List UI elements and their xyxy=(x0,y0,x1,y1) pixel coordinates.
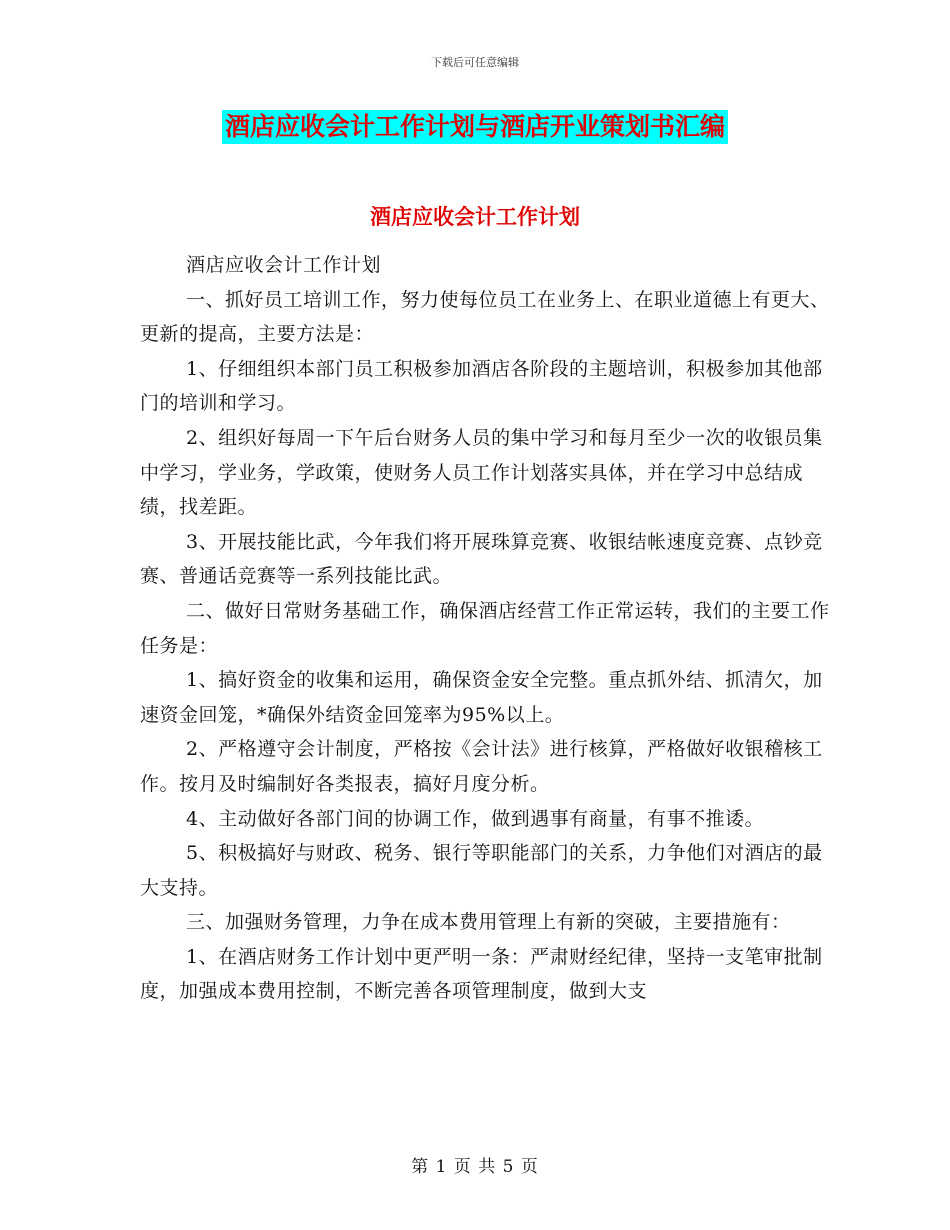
main-title-wrap xyxy=(0,110,950,144)
paragraph: 1、搞好资金的收集和运用，确保资金安全完整。重点抓外结、抓清欠，加速资金回笼，*确保外结资金回笼率为95%以上。 xyxy=(140,669,823,726)
document-title: 酒店应收会计工作计划与酒店开业策划书汇编 xyxy=(222,110,728,144)
page-footer: 第 1 页 共 5 页 xyxy=(411,1157,539,1177)
paragraph: 1、仔细组织本部门员工积极参加酒店各阶段的主题培训，积极参加其他部门的培训和学习。 xyxy=(140,357,823,415)
paragraph: 2、严格遵守会计制度，严格按《会计法》进行核算，严格做好收银稽核工作。按月及时编制好各类报表，搞好月度分析。 xyxy=(140,738,823,795)
paragraph: 一、抓好员工培训工作，努力使每位员工在业务上、在职业道德上有更大、更新的提高，主要方法是： xyxy=(140,288,830,346)
paragraph: 1、在酒店财务工作计划中更严明一条：严肃财经纪律，坚持一支笔审批制度，加强成本费用控制，不断完善各项管理制度，做到大支 xyxy=(140,945,823,1003)
paragraph: 2、组织好每周一下午后台财务人员的集中学习和每月至少一次的收银员集中学习，学业务，学政策，使财务人员工作计划落实具体，并在学习中总结成绩，找差距。 xyxy=(140,426,823,519)
paragraph: 5、积极搞好与财政、税务、银行等职能部门的关系，力争他们对酒店的最大支持。 xyxy=(140,842,823,899)
header-note: 下载后可任意编辑 xyxy=(431,56,519,69)
body-text xyxy=(140,248,830,1009)
paragraph: 二、做好日常财务基础工作，确保酒店经营工作正常运转，我们的主要工作任务是： xyxy=(140,599,830,657)
paragraph: 三、加强财务管理，力争在成本费用管理上有新的突破，主要措施有： xyxy=(186,911,791,934)
paragraph: 3、开展技能比武，今年我们将开展珠算竞赛、收银结帐速度竞赛、点钞竞赛、普通话竞赛等一系列技能比武。 xyxy=(140,530,823,588)
paragraph: 酒店应收会计工作计划 xyxy=(186,254,382,276)
paragraph: 4、主动做好各部门间的协调工作，做到遇事有商量，有事不推诿。 xyxy=(186,807,765,830)
section-title: 酒店应收会计工作计划 xyxy=(370,205,580,229)
